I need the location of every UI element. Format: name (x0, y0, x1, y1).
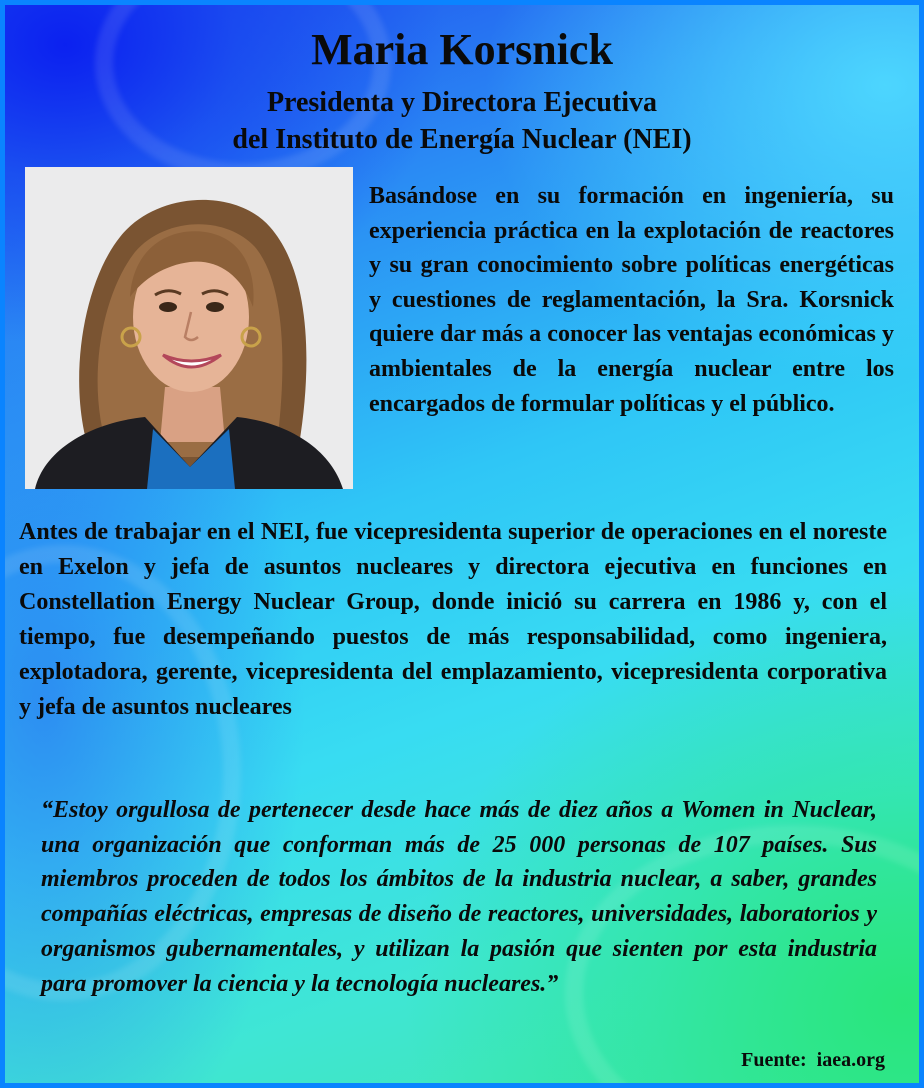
organization-title: del Instituto de Energía Nuclear (NEI) (232, 124, 692, 155)
person-name: Maria Korsnick (311, 25, 613, 74)
intro-paragraph: Basándose en su formación en ingeniería, su experiencia práctica en la explotación de reactores y su gran conocimiento sobre políticas energéticas y cuestiones de reglamentación, la Sra. Korsnick quiere dar más a conocer las ventajas económicas y ambientales de la energía nuclear entre los encargados de formular políticas y el público. (369, 183, 894, 417)
portrait-icon (25, 167, 353, 489)
portrait-photo (25, 167, 353, 489)
quote-paragraph: “Estoy orgullosa de pertenecer desde hace más de diez años a Women in Nuclear, una organización que conforman más de 25 000 personas de 107 países. Sus miembros proceden de todos los ámbitos de la industria nuclear, a saber, grandes compañías eléctricas, empresas de diseño de reactores, universidades, laboratorios y organismos gubernamentales, y utilizan la pasión que sienten por esta industria para promover la ciencia y la tecnología nucleares.” (41, 797, 877, 997)
career-paragraph: Antes de trabajar en el NEI, fue vicepresidenta superior de operaciones en el noreste en Exelon y jefa de asuntos nucleares y directora ejecutiva en funciones en Constellation Energy Nuclear Group, donde inició su carrera en 1986 y, con el tiempo, fue desempeñando puestos de más responsabilidad, como ingeniera, explotadora, gerente, vicepresidenta del emplazamiento, vicepresidenta corporativa y jefa de asuntos nucleares (19, 519, 887, 720)
role-title: Presidenta y Directora Ejecutiva (266, 87, 658, 118)
source-credit: Fuente: iaea.org (741, 1049, 885, 1071)
